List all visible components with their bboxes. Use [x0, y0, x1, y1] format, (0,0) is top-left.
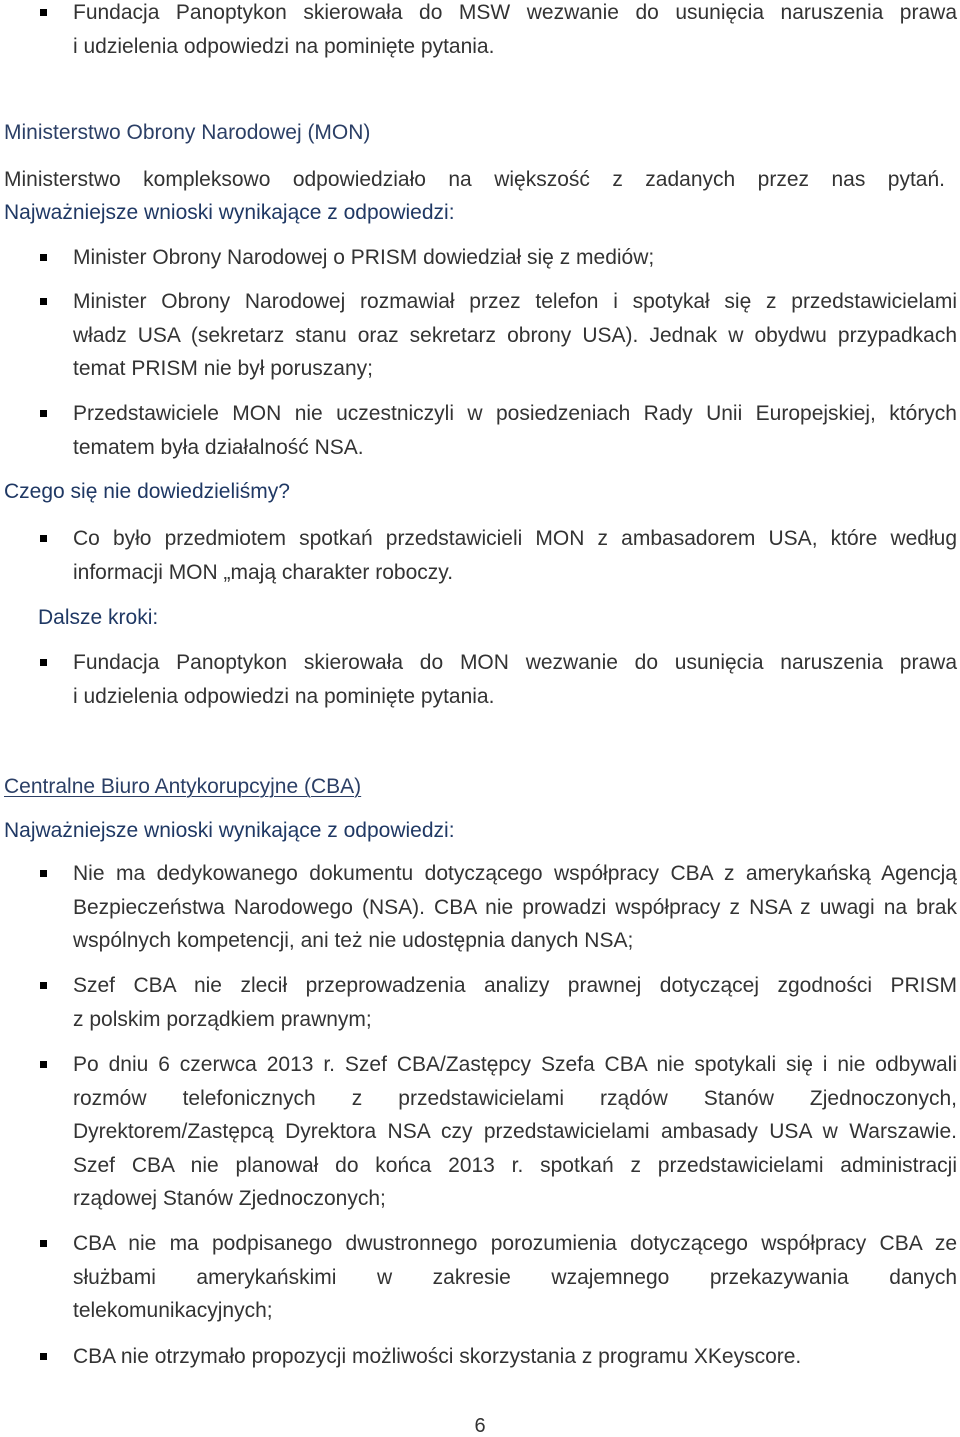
text-line: Minister Obrony Narodowej rozmawiał przez telefon i spotykał się z przedstawicielami — [73, 290, 957, 313]
mon-conclusion-item — [73, 397, 957, 464]
square-bullet-icon — [40, 9, 47, 16]
text-line: temat PRISM nie był poruszany; — [73, 357, 373, 381]
text-line: telekomunikacyjnych; — [73, 1299, 273, 1323]
square-bullet-icon — [40, 659, 47, 666]
text-line: Ministerstwo kompleksowo odpowiedziało na większość z zadanych przez nas pytań. — [4, 168, 945, 191]
cba-conclusion-item — [73, 969, 957, 1036]
text-line: CBA nie otrzymało propozycji możliwości skorzystania z programu XKeyscore. — [73, 1345, 802, 1368]
text-line: Fundacja Panoptykon skierowała do MON wezwanie do usunięcia naruszenia prawa — [73, 651, 957, 674]
mon-conclusions-heading: Najważniejsze wnioski wynikające z odpowiedzi: — [4, 201, 455, 224]
mon-next-steps-heading: Dalsze kroki: — [38, 606, 159, 629]
cba-conclusion-item — [73, 1048, 957, 1216]
text-line: Nie ma dedykowanego dokumentu dotyczącego współpracy CBA z amerykańską Agencją — [73, 862, 957, 885]
cba-conclusion-item — [73, 857, 957, 958]
text-line: Dyrektorem/Zastępcą Dyrektora NSA czy przedstawicielami ambasady USA w Warszawie. — [73, 1120, 957, 1144]
text-line: służbami amerykańskimi w zakresie wzajemnego przekazywania danych — [73, 1265, 957, 1289]
cba-conclusion-item — [73, 1227, 957, 1328]
text-line: władz USA (sekretarz stanu oraz sekretarz obrony USA). Jednak w obydwu przypadkach — [73, 323, 957, 347]
text-line: Co było przedmiotem spotkań przedstawicieli MON z ambasadorem USA, które według — [73, 527, 957, 550]
text-line: rozmów telefonicznych z przedstawicielami rządów Stanów Zjednoczonych, — [73, 1086, 957, 1110]
mon-next-step-item — [73, 646, 957, 713]
square-bullet-icon — [40, 1061, 47, 1068]
mon-unknowns-heading: Czego się nie dowiedzieliśmy? — [4, 480, 290, 503]
text-line: rządowej Stanów Zjednoczonych; — [73, 1187, 386, 1211]
cba-section-title: Centralne Biuro Antykorupcyjne (CBA) — [4, 775, 362, 798]
text-line: i udzielenia odpowiedzi na pominięte pytania. — [73, 684, 495, 708]
intro-bullet — [73, 0, 957, 63]
square-bullet-icon — [40, 1353, 47, 1360]
text-line: Bezpieczeństwa Narodowego (NSA). CBA nie prowadzi współpracy z NSA z uwagi na brak — [73, 895, 957, 919]
mon-conclusion-item — [73, 241, 957, 275]
text-line: Szef CBA nie zlecił przeprowadzenia analizy prawnej dotyczącej zgodności PRISM — [73, 974, 957, 997]
text-line: tematem była działalność NSA. — [73, 435, 364, 459]
cba-conclusions-heading: Najważniejsze wnioski wynikające z odpowiedzi: — [4, 819, 455, 842]
text-line: Szef CBA nie planował do końca 2013 r. spotkań z przedstawicielami administracji — [73, 1153, 957, 1177]
square-bullet-icon — [40, 298, 47, 305]
mon-conclusion-item — [73, 285, 957, 386]
square-bullet-icon — [40, 410, 47, 417]
text-line: Fundacja Panoptykon skierowała do MSW wezwanie do usunięcia naruszenia prawa — [73, 1, 957, 24]
mon-summary — [4, 163, 945, 197]
mon-section-title: Ministerstwo Obrony Narodowej (MON) — [4, 121, 371, 144]
text-line: wspólnych kompetencji, ani też nie udostępnia danych NSA; — [73, 929, 634, 953]
text-line: Przedstawiciele MON nie uczestniczyli w posiedzeniach Rady Unii Europejskiej, których — [73, 402, 957, 425]
square-bullet-icon — [40, 870, 47, 877]
square-bullet-icon — [40, 1240, 47, 1247]
cba-conclusion-item — [73, 1340, 957, 1374]
text-line: informacji MON „mają charakter roboczy. — [73, 560, 454, 584]
text-line: z polskim porządkiem prawnym; — [73, 1007, 372, 1031]
square-bullet-icon — [40, 982, 47, 989]
square-bullet-icon — [40, 254, 47, 261]
page-number: 6 — [474, 1415, 486, 1437]
text-line: Minister Obrony Narodowej o PRISM dowiedział się z mediów; — [73, 246, 655, 269]
text-line: i udzielenia odpowiedzi na pominięte pytania. — [73, 34, 495, 58]
mon-unknown-item — [73, 522, 957, 589]
text-line: Po dniu 6 czerwca 2013 r. Szef CBA/Zastępcy Szefa CBA nie spotykali się i nie odbywali — [73, 1053, 957, 1076]
square-bullet-icon — [40, 535, 47, 542]
text-line: CBA nie ma podpisanego dwustronnego porozumienia dotyczącego współpracy CBA ze — [73, 1232, 957, 1255]
